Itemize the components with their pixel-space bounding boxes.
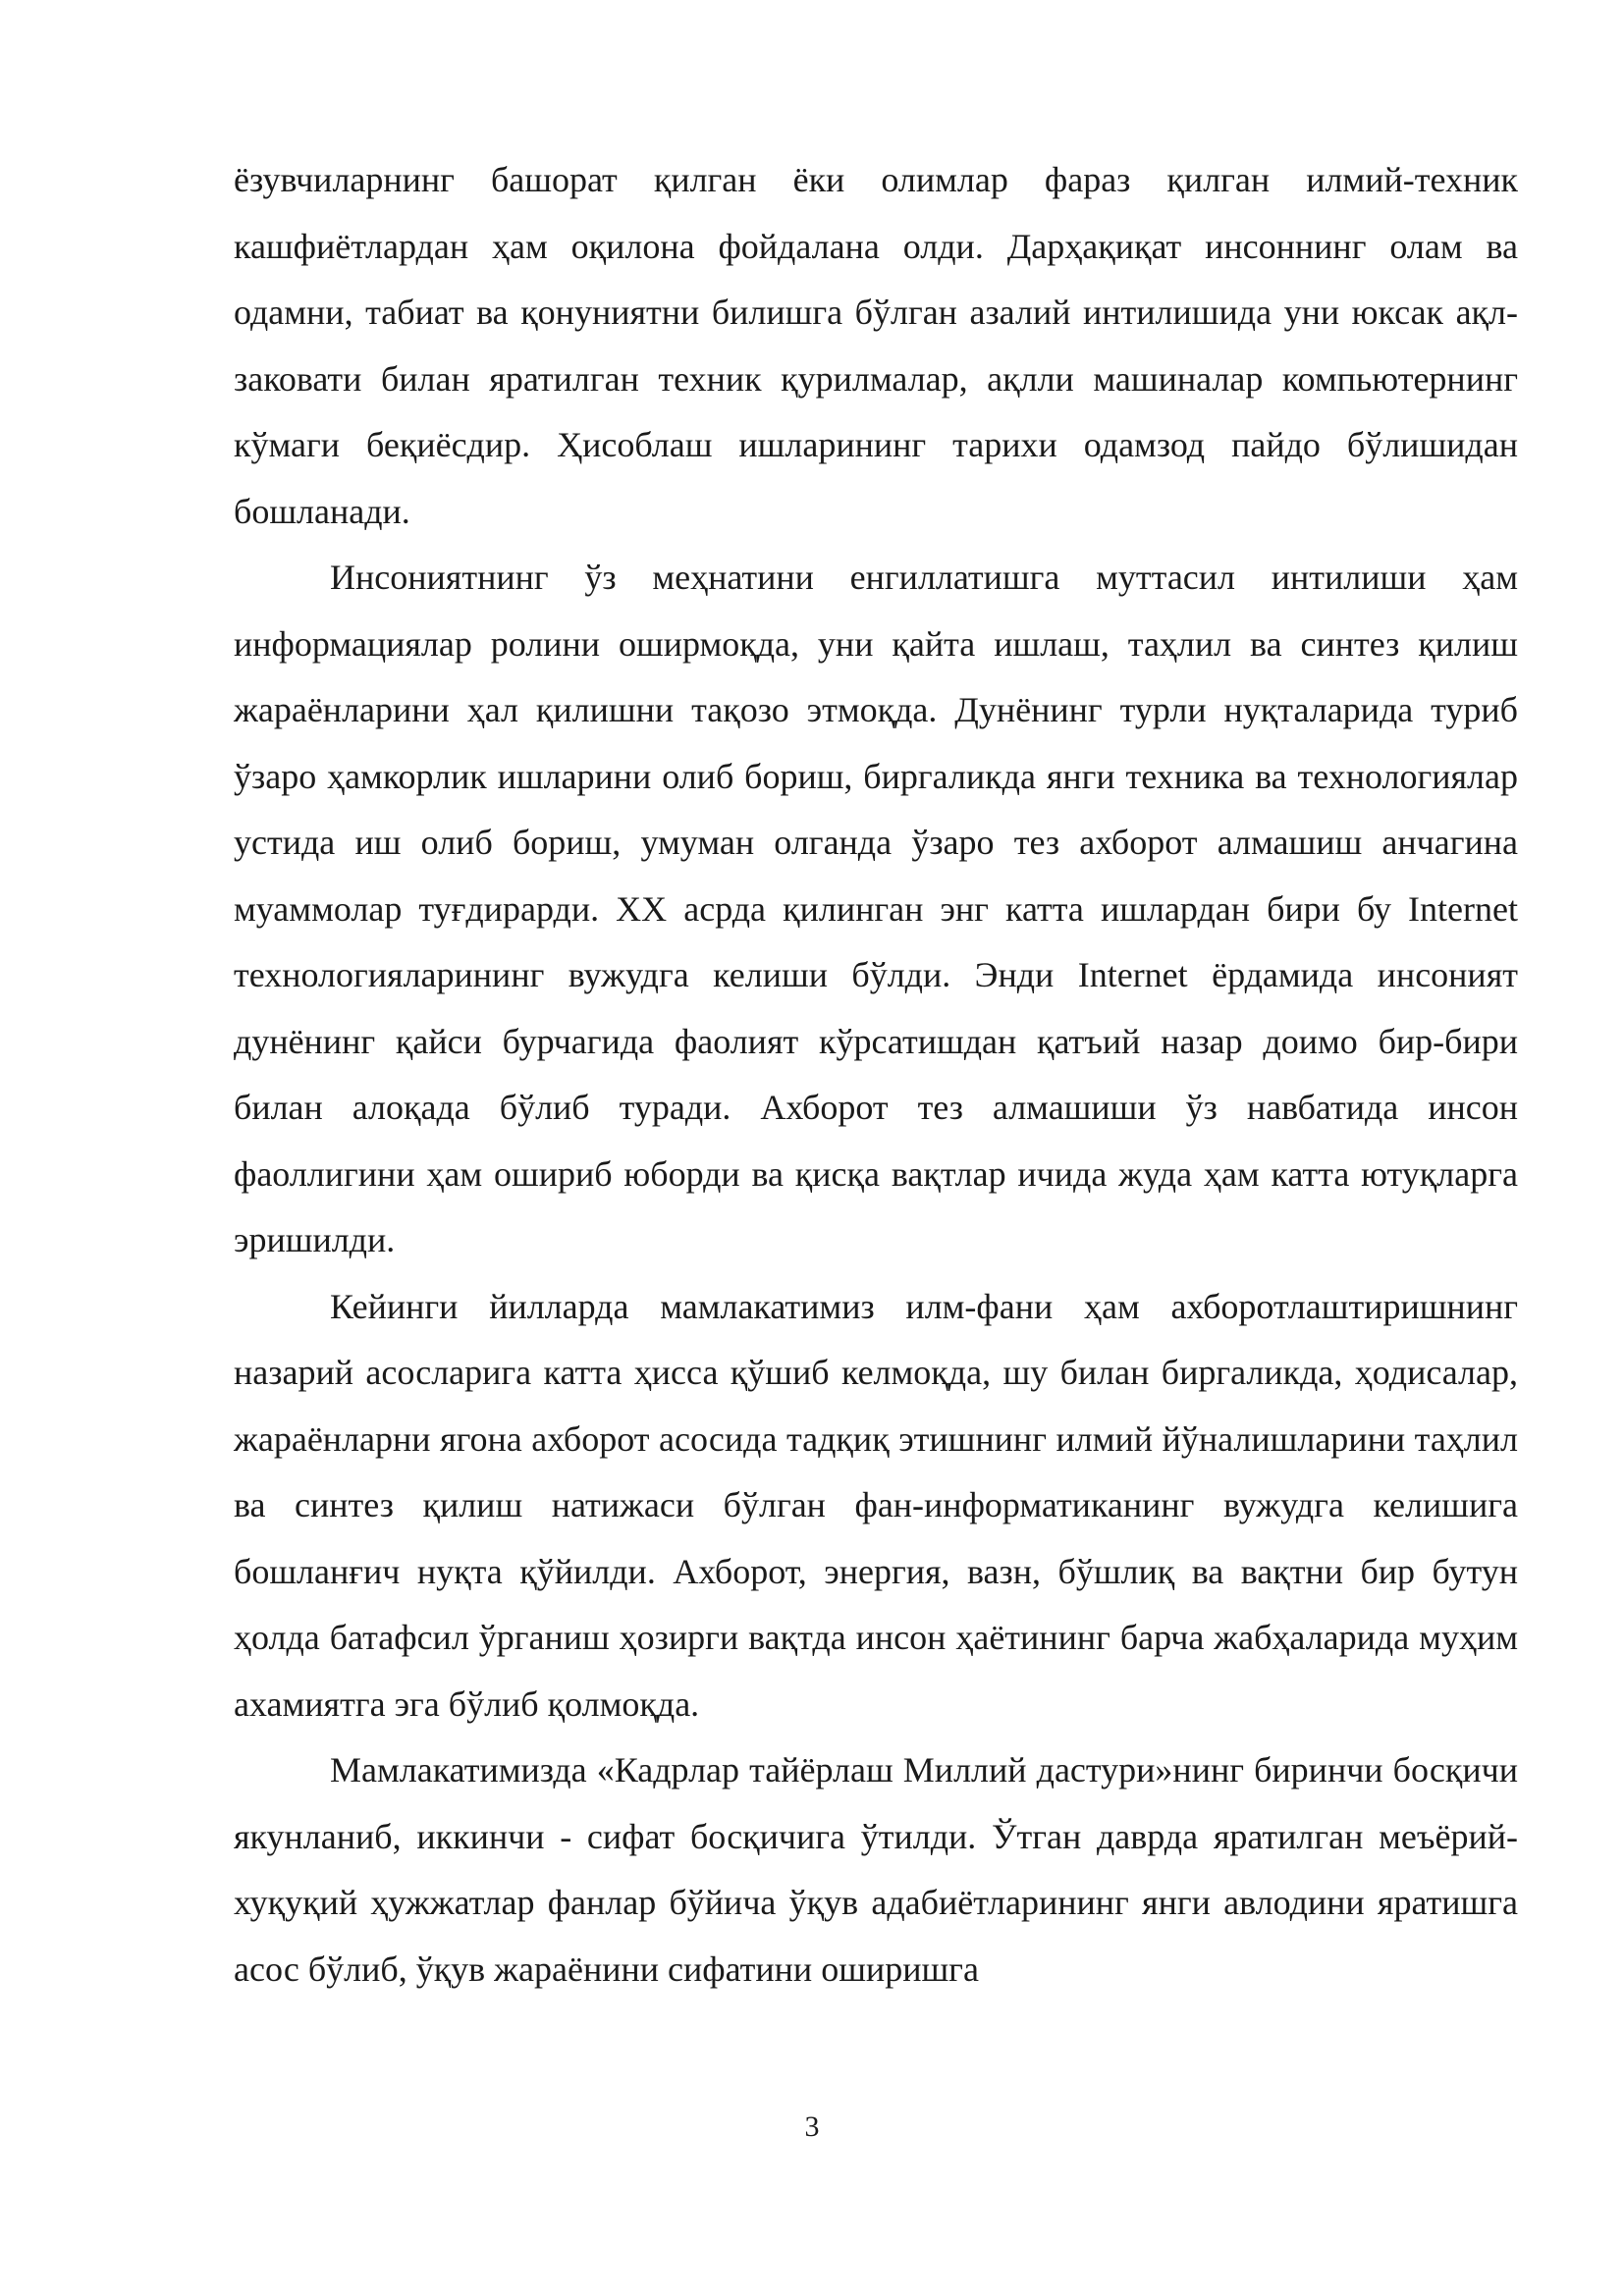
body-text [234, 147, 1518, 2002]
paragraph-3: Кейинги йилларда мамлакатимиз илм-фани ҳам ахборотлаштиришнинг назарий асосларига катта ҳисса қўшиб келмоқда, шу билан биргаликда, ҳодисалар, жараёнларни ягона ахборот асосида тадқиқ этишнинг илмий йўналишларини таҳлил ва синтез қилиш натижаси бўлган фан-информатиканинг вужудга келишига бошланғич нуқта қўйилди. Ахборот, энергия, вазн, бўшлиқ ва вақтни бир бутун ҳолда батафсил ўрганиш ҳозирги вақтда инсон ҳаётининг барча жабҳаларида муҳим ахамиятга эга бўлиб қолмоқда. [234, 1286, 1518, 1724]
paragraph-1: ёзувчиларнинг башорат қилган ёки олимлар фараз қилган илмий-техник кашфиётлардан ҳам оқилона фойдалана олди. Дарҳақиқат инсоннинг олам ва одамни, табиат ва қонуниятни билишга бўлган азалий интилишида уни юксак ақл-заковати билан яратилган техник қурилмалар, ақлли машиналар компьютернинг кўмаги беқиёсдир. Ҳисоблаш ишларининг тарихи одамзод пайдо бўлишидан бошланади. [234, 160, 1518, 531]
paragraph-2: Инсониятнинг ўз меҳнатини енгиллатишга муттасил интилиши ҳам информациялар ролини оширмоқда, уни қайта ишлаш, таҳлил ва синтез қилиш жараёнларини ҳал қилишни тақозо этмоқда. Дунёнинг турли нуқталарида туриб ўзаро ҳамкорлик ишларини олиб бориш, биргаликда янги техника ва технологиялар устида иш олиб бориш, умуман олганда ўзаро тез ахборот алмашиш анчагина муаммолар туғдирарди. XX асрда қилинган энг катта ишлардан бири бу Internet технологияларининг вужудга келиши бўлди. Энди Internet ёрдамида инсоният дунёнинг қайси бурчагида фаолият кўрсатишдан қатъий назар доимо бир-бири билан алоқада бўлиб туради. Ахборот тез алмашиши ўз навбатида инсон фаоллигини ҳам ошириб юборди ва қисқа вақтлар ичида жуда ҳам катта ютуқларга эришилди. [234, 558, 1518, 1259]
paragraph-4: Мамлакатимизда «Кадрлар тайёрлаш Миллий дастури»нинг биринчи босқичи якунланиб, иккинчи - сифат босқичига ўтилди. Ўтган даврда яратилган меъёрий-хуқуқий ҳужжатлар фанлар бўйича ўқув адабиётларининг янги авлодини яратишга асос бўлиб, ўқув жараёнини сифатини оширишга [234, 1750, 1518, 1989]
page-number: 3 [804, 2110, 820, 2143]
